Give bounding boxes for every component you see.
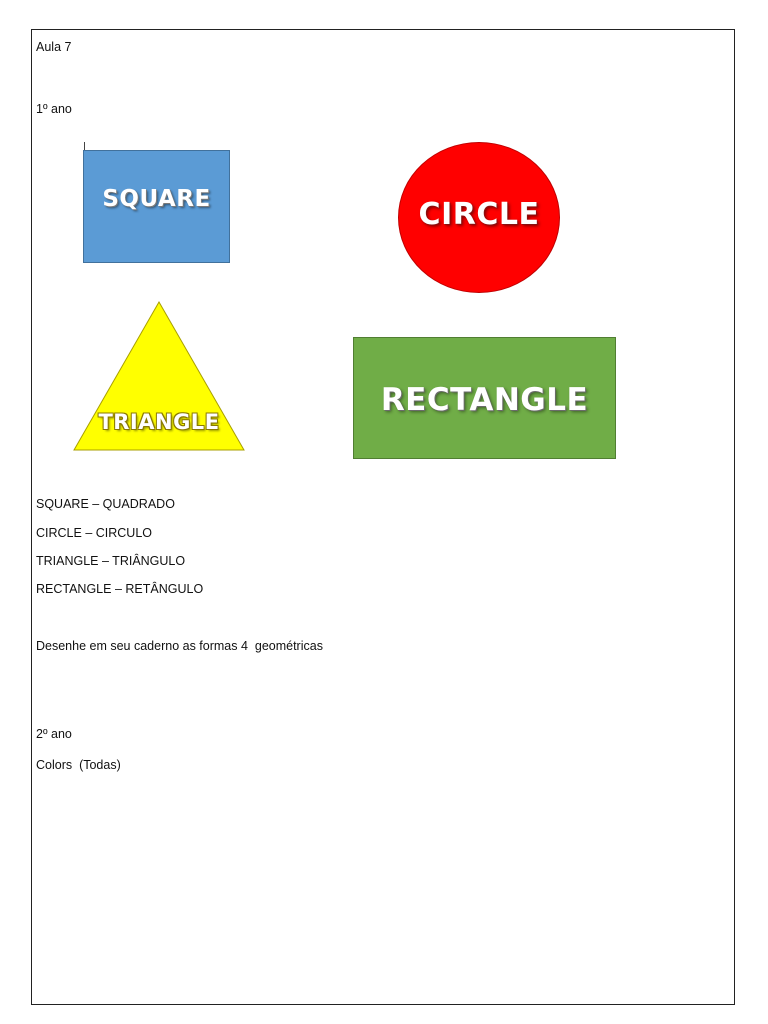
grade-2-heading: 2º ano xyxy=(36,727,72,741)
grade-1-heading: 1º ano xyxy=(36,102,72,116)
grade-2-topic: Colors (Todas) xyxy=(36,758,121,772)
drawing-instruction: Desenhe em seu caderno as formas 4 geométricas xyxy=(36,639,323,653)
triangle-label: TRIANGLE xyxy=(98,410,220,434)
vocab-triangle: TRIANGLE – TRIÂNGULO xyxy=(36,554,186,568)
square-label: SQUARE xyxy=(102,185,211,212)
rectangle-label: RECTANGLE xyxy=(380,382,589,418)
vocab-circle: CIRCLE – CIRCULO xyxy=(36,526,152,540)
square-shape xyxy=(83,150,230,263)
lesson-title: Aula 7 xyxy=(36,40,72,54)
document-page xyxy=(31,29,735,1005)
circle-label: CIRCLE xyxy=(418,197,540,232)
vocab-square: SQUARE – QUADRADO xyxy=(36,497,175,511)
circle-shape xyxy=(398,142,560,293)
triangle-shape xyxy=(72,300,246,452)
rectangle-shape xyxy=(353,337,616,459)
vocab-rectangle: RECTANGLE – RETÂNGULO xyxy=(36,582,204,596)
